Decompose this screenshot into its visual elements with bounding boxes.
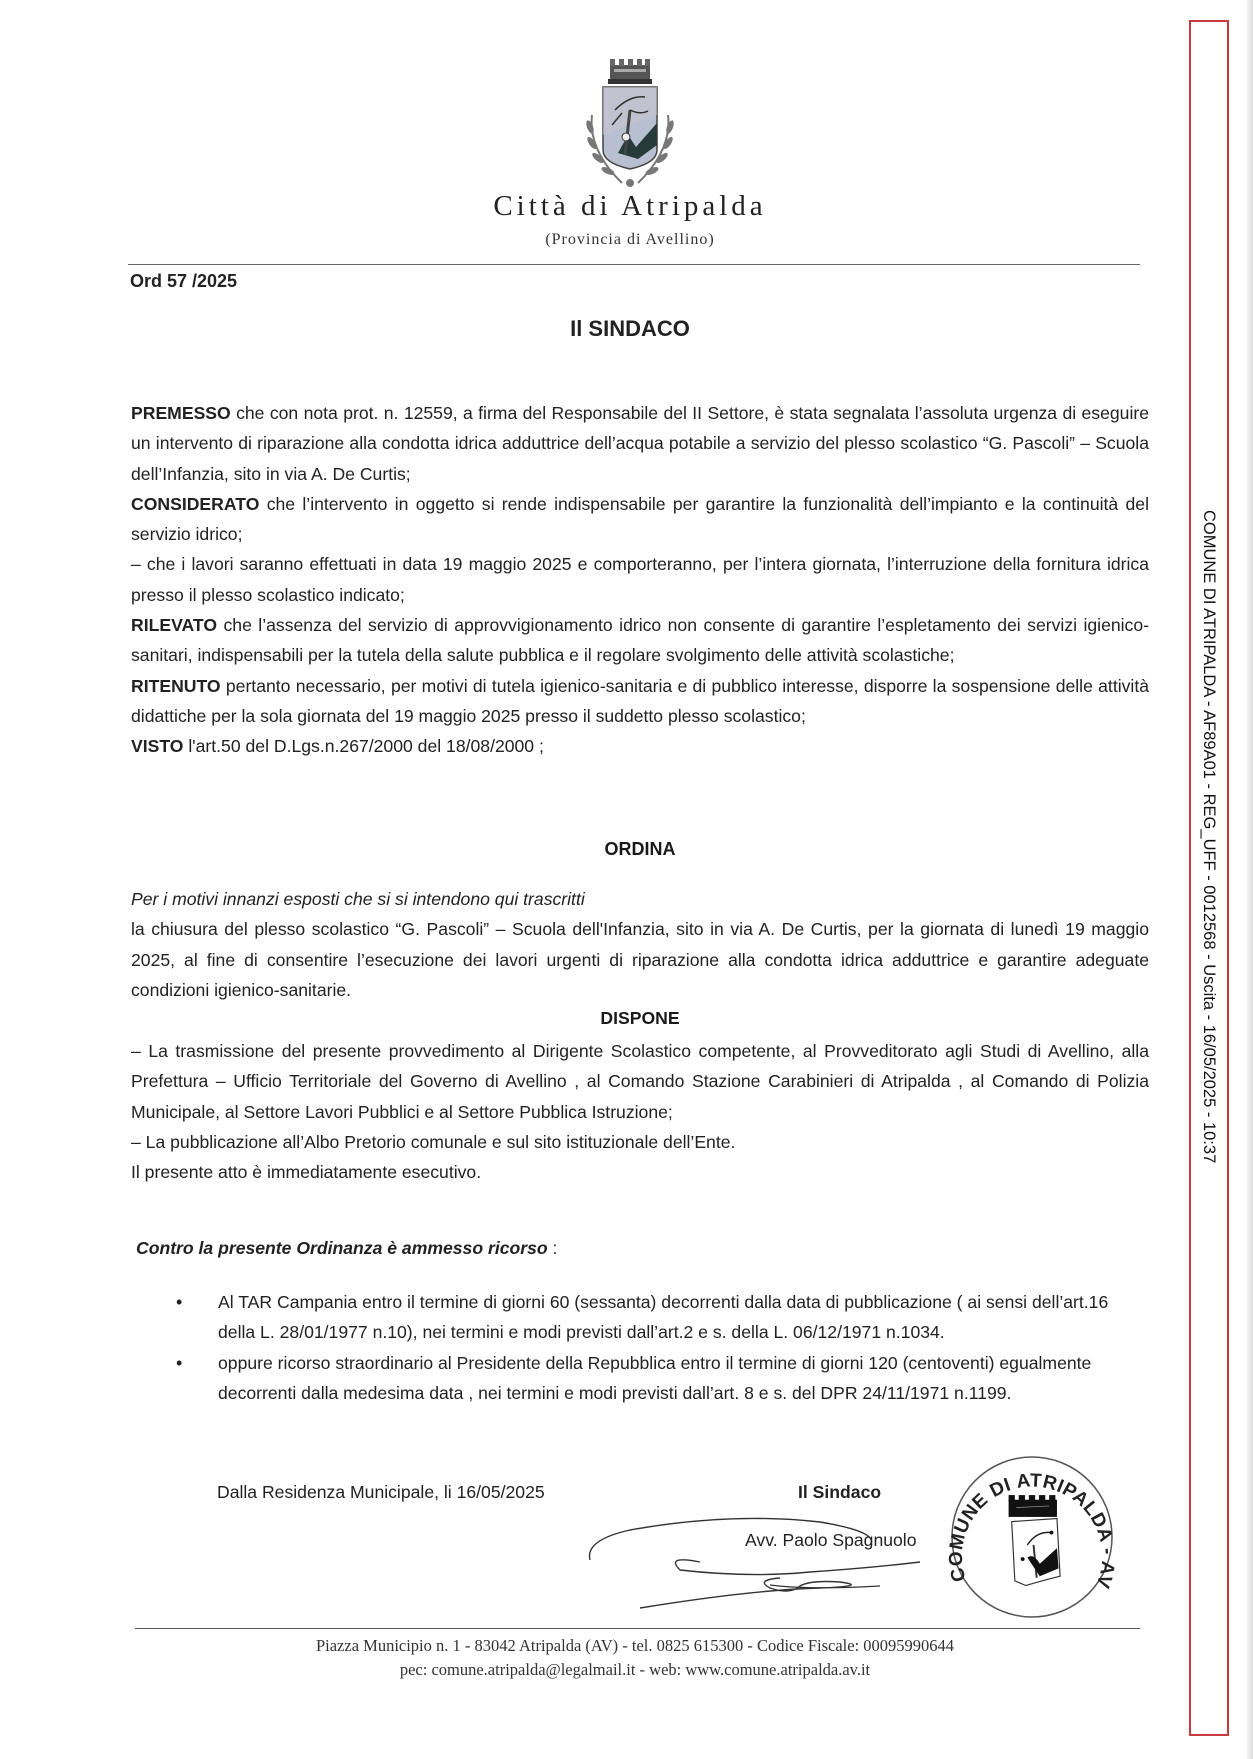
municipal-seal-ring xyxy=(944,1445,1120,1621)
dispone-item: – La pubblicazione all’Albo Pretorio comunale e sul sito istituzionale dell’Ente. xyxy=(131,1131,736,1152)
appeal-heading-colon: : xyxy=(547,1238,558,1258)
seal-ring-text: COMUNE DI ATRIPALDA - AV xyxy=(945,1470,1119,1591)
appeal-heading-text: Contro la presente Ordinanza è ammesso ricorso xyxy=(136,1238,548,1258)
premise-keyword: PREMESSO xyxy=(131,403,231,423)
dispone-item: Il presente atto è immediatamente esecutivo. xyxy=(131,1162,482,1183)
footer-divider xyxy=(135,1628,1140,1629)
city-crest-emblem xyxy=(570,55,690,195)
order-number: Ord 57 /2025 xyxy=(130,271,238,291)
premise-paragraph xyxy=(131,610,1149,671)
premise-text: – che i lavori saranno effettuati in data 19 maggio 2025 e comporteranno, per l’intera giornata, l’interruzione della fornitura idrica presso il plesso scolastico indicato; xyxy=(131,554,1149,605)
mayor-heading: Il SINDACO xyxy=(570,316,690,341)
appeal-heading xyxy=(136,1238,557,1259)
scan-edge xyxy=(1247,0,1253,1759)
city-title: Città di Atripalda xyxy=(493,190,767,222)
premise-text: pertanto necessario, per motivi di tutela igienico-sanitaria e di pubblico interesse, disporre la sospensione delle attività didattiche per la sola giornata del 19 maggio 2025 presso il suddetto plesso scolastico; xyxy=(131,675,1149,726)
dispone-heading: DISPONE xyxy=(600,1008,680,1028)
appeal-item: • Al TAR Campania entro il termine di giorni 60 (sessanta) decorrenti dalla data di pubblicazione ( ai sensi dell’art.16 della L. 28/01/1977 n.10), nei termini e modi previsti dall’art.2 e s. della L. 06/12/1971 n.1034. xyxy=(176,1287,1146,1348)
signatory-title: Il Sindaco xyxy=(798,1482,882,1502)
premise-keyword: RILEVATO xyxy=(131,615,218,636)
ordina-intro: Per i motivi innanzi esposti che si si intendono qui trascritti xyxy=(131,889,585,909)
handwritten-signature xyxy=(570,1500,940,1610)
ordina-section xyxy=(131,884,1149,1005)
protocol-stamp-text: COMUNE DI ATRIPALDA - AF89A01 - REG_UFF - 0012568 - Uscita - 16/05/2025 - 10:37 xyxy=(1200,510,1218,1164)
signatory-name: Avv. Paolo Spagnuolo xyxy=(745,1530,917,1550)
ordina-heading: ORDINA xyxy=(604,839,676,859)
premise-paragraph xyxy=(131,398,1149,489)
premise-keyword: VISTO xyxy=(131,736,184,757)
premise-keyword: RITENUTO xyxy=(131,675,221,696)
footer-contacts: pec: comune.atripalda@legalmail.it - web: www.comune.atripalda.av.it xyxy=(399,1660,871,1679)
ordina-text: la chiusura del plesso scolastico “G. Pascoli” – Scuola dell'Infanzia, sito in via A. De Curtis, per la giornata di lunedì 19 maggio 2025, al fine di consentire l’esecuzione dei lavori urgenti di riparazione alla condotta idrica adduttrice e garantire adeguate condizioni igienico-sanitarie. xyxy=(131,919,1149,1000)
premise-text: che l’assenza del servizio di approvvigionamento idrico non consente di garantire l’espletamento dei servizi igienico-sanitari, indispensabili per la tutela della salute pubblica e il regolare svolgimento delle attività scolastiche; xyxy=(131,615,1149,666)
appeal-item: • oppure ricorso straordinario al Presidente della Repubblica entro il termine di giorni 120 (centoventi) egualmente decorrenti dalla medesima data , nei termini e modi previsti dall’art. 8 e s. del DPR 24/11/1971 n.1199. xyxy=(176,1348,1146,1409)
premises-section xyxy=(131,398,1149,762)
place-and-date: Dalla Residenza Municipale, li 16/05/2025 xyxy=(217,1482,545,1502)
premise-keyword: CONSIDERATO xyxy=(131,493,260,514)
province-subtitle: (Provincia di Avellino) xyxy=(545,231,715,248)
premise-paragraph xyxy=(131,489,1149,550)
crown-icon xyxy=(608,59,652,84)
premise-paragraph xyxy=(131,549,1149,610)
footer-address: Piazza Municipio n. 1 - 83042 Atripalda (AV) - tel. 0825 615300 - Codice Fiscale: 00095990644 xyxy=(315,1636,955,1655)
dispone-section xyxy=(131,1036,1149,1187)
premise-paragraph xyxy=(131,731,1149,761)
premise-text: che l’intervento in oggetto si rende indispensabile per garantire la funzionalità dell’impianto e la continuità del servizio idrico; xyxy=(131,493,1149,545)
dispone-item: – La trasmissione del presente provvedimento al Dirigente Scolastico competente, al Provveditorato agli Studi di Avellino, alla Prefettura – Ufficio Territoriale del Governo di Avellino , al Comando Stazione Carabinieri di Atripalda , al Comando di Polizia Municipale, al Settore Lavori Pubblici e al Settore Pubblica Istruzione; xyxy=(131,1041,1149,1122)
appeal-list xyxy=(176,1287,1146,1408)
premise-paragraph xyxy=(131,671,1149,732)
premise-text: l'art.50 del D.Lgs.n.267/2000 del 18/08/2000 ; xyxy=(183,736,544,757)
header-divider xyxy=(128,264,1140,265)
svg-text:COMUNE DI ATRIPALDA - AV xyxy=(946,1470,1118,1591)
premise-text: che con nota prot. n. 12559, a firma del Responsabile del II Settore, è stata segnalata l’assoluta urgenza di eseguire un intervento di riparazione alla condotta idrica adduttrice dell’acqua potabile a servizio del plesso scolastico “G. Pascoli” – Scuola dell’Infanzia, sito in via A. De Curtis; xyxy=(131,403,1149,484)
